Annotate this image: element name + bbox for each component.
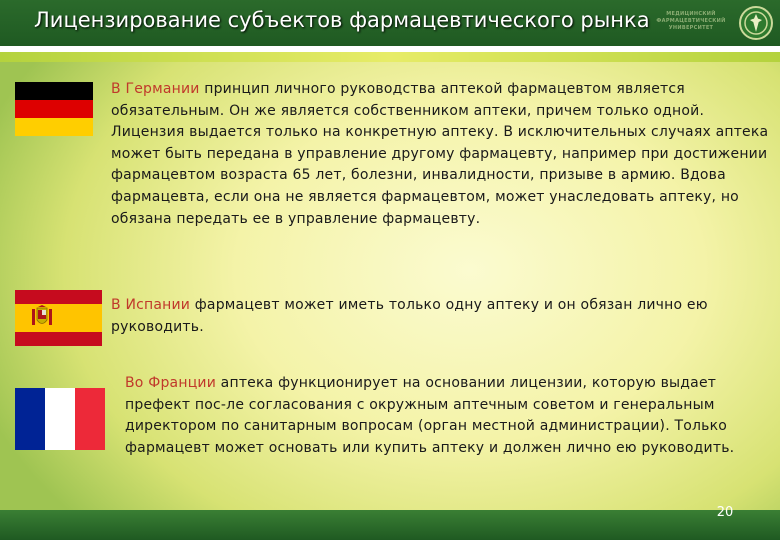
- germany-country-label: В Германии: [111, 81, 200, 97]
- university-logo-text: МЕДИЦИНСКИЙ ФАРМАЦЕВТИЧЕСКИЙ УНИВЕРСИТЕТ: [656, 11, 726, 31]
- france-paragraph: [125, 373, 745, 459]
- spain-country-label: В Испании: [111, 297, 191, 313]
- france-country-label: Во Франции: [125, 375, 217, 391]
- footer-bar: [0, 510, 780, 540]
- slide-title: Лицензирование субъектов фармацевтического рынка: [34, 8, 650, 32]
- germany-flag: [15, 82, 93, 136]
- france-flag: [15, 388, 105, 450]
- spain-coat-of-arms-icon: [31, 305, 53, 331]
- germany-paragraph: [111, 79, 779, 230]
- spain-text: фармацевт может иметь только одну аптеку и он обязан лично ею руководить.: [111, 297, 708, 335]
- france-text: аптека функционирует на основании лицензии, которую выдает префект пос-ле согласования с окружным аптечным советом и генеральным директором по санитарным вопросам (орган местной администрации). Только фармацевт может основать или купить аптеку и должен лично ею руководить.: [125, 375, 735, 456]
- header-bar: [0, 0, 780, 46]
- university-emblem-icon: [738, 5, 774, 41]
- spain-paragraph: [111, 295, 771, 338]
- page-number: 20: [716, 505, 734, 520]
- header-divider-lime: [0, 52, 780, 62]
- spain-flag: [15, 290, 102, 346]
- germany-text: принцип личного руководства аптекой фармацевтом является обязательным. Он же является собственником аптеки, причем только одной. Лицензия выдается только на конкретную аптеку. В исключительных случаях аптека может быть передана в управление другому фармацевту, например при достижении фармацевтом возраста 65 лет, болезни, инвалидности, призыве в армию. Вдова фармацевта, если она не является фармацевтом, может унаследовать аптеку, но обязана передать ее в управление фармацевту.: [111, 81, 769, 227]
